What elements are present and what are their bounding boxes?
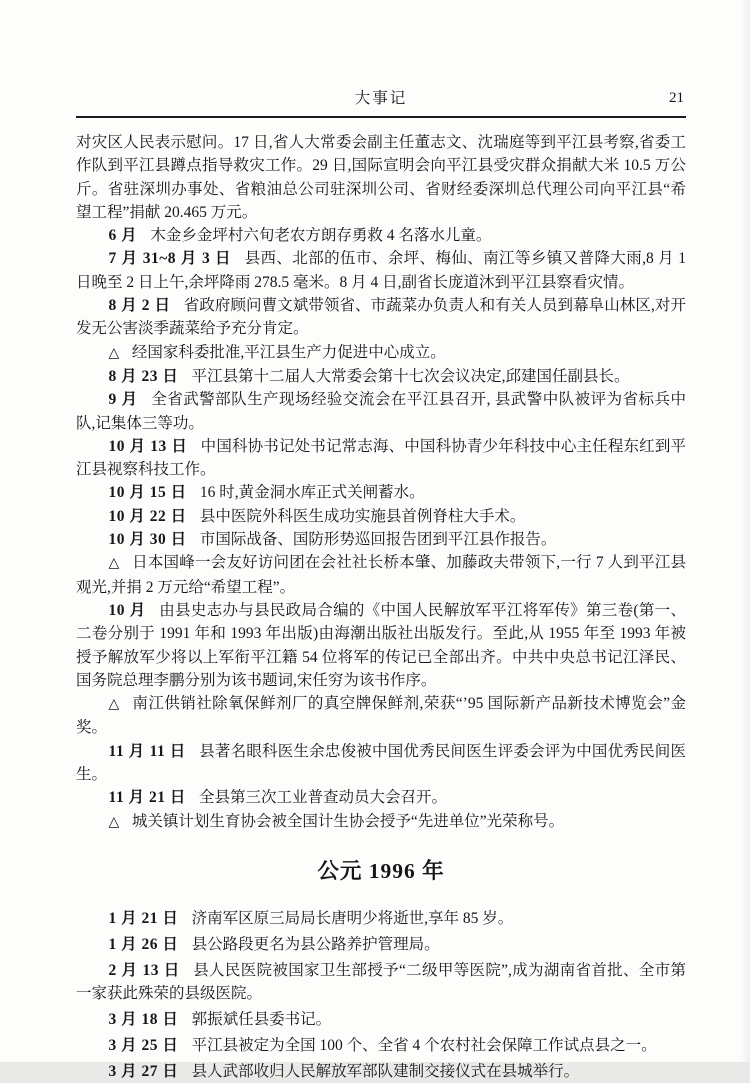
event-entry xyxy=(76,599,686,692)
event-entry xyxy=(76,907,686,930)
entry-date-label: 3 月 18 日 xyxy=(108,1010,179,1028)
event-entry xyxy=(76,786,686,809)
entry-text: 郭振斌任县委书记。 xyxy=(191,1010,332,1028)
entry-text: 中国科协书记处书记常志海、中国科协青少年科技中心主任程东红到平江县视察科技工作。 xyxy=(76,437,686,479)
entry-date-label: 8 月 23 日 xyxy=(108,367,179,385)
event-entry xyxy=(76,1008,686,1031)
entry-date-label: 10 月 13 日 xyxy=(108,437,188,455)
section-1995-events xyxy=(76,131,686,834)
entry-date-label: 2 月 13 日 xyxy=(108,961,181,979)
event-entry xyxy=(76,959,686,1006)
entry-text: 全县第三次工业普查动员大会召开。 xyxy=(199,789,448,807)
year-heading-1996: 公元 1996 年 xyxy=(317,858,445,883)
entry-text: 县中医院外科医生成功实施县首例脊柱大手术。 xyxy=(199,507,526,525)
event-entry xyxy=(76,1060,686,1083)
triangle-bullet-icon: △ xyxy=(108,697,120,713)
entry-date-label: 10 月 15 日 xyxy=(108,484,187,502)
event-entry xyxy=(76,481,686,504)
event-entry xyxy=(76,247,686,294)
event-entry xyxy=(76,224,686,247)
entry-text: 县西、北部的伍市、余坪、梅仙、南江等乡镇又普降大雨,8 月 1 日晚至 2 日上午,余坪降雨 278.5 毫米。8 月 4 日,副省长庞道沐到平江县察看灾情。 xyxy=(76,250,686,291)
entry-date-label: 9 月 xyxy=(108,391,139,409)
page-title: 大事记 xyxy=(354,90,408,107)
triangle-bullet-icon: △ xyxy=(108,814,120,830)
triangle-bullet-icon: △ xyxy=(108,345,120,361)
entry-text: 南江供销社除氧保鲜剂厂的真空牌保鲜剂,荣获“’95 国际新产品新技术博览会”金奖。 xyxy=(76,695,686,737)
entry-text: 济南军区原三局局长唐明少将逝世,享年 85 岁。 xyxy=(191,909,514,927)
note-entry xyxy=(76,692,686,740)
event-entry xyxy=(76,528,686,551)
entry-text: 平江县被定为全国 100 个、全省 4 个农村社会保障工作试点县之一。 xyxy=(191,1036,657,1054)
page-number: 21 xyxy=(669,90,684,106)
note-entry xyxy=(76,810,686,834)
entry-date-label: 10 月 22 日 xyxy=(108,507,187,525)
event-entry xyxy=(76,1034,686,1057)
event-entry xyxy=(76,365,686,388)
entry-date-label: 6 月 xyxy=(108,227,138,245)
entry-date-label: 1 月 21 日 xyxy=(108,909,179,927)
event-entry xyxy=(76,388,686,435)
entry-text: 市国际战备、国防形势巡回报告团到平江县作报告。 xyxy=(199,531,557,549)
entry-date-label: 8 月 2 日 xyxy=(108,297,171,315)
note-entry xyxy=(76,551,686,599)
event-entry xyxy=(76,740,686,787)
continued-paragraph xyxy=(76,131,686,224)
event-entry xyxy=(76,505,686,528)
event-entry xyxy=(76,933,686,956)
event-entry xyxy=(76,435,686,482)
entry-date-label: 10 月 xyxy=(108,601,147,619)
triangle-bullet-icon: △ xyxy=(108,556,120,572)
page-body xyxy=(76,131,686,1083)
entry-text: 由县史志办与县民政局合编的《中国人民解放军平江将军传》第三卷(第一、二卷分别于 1991 年和 1993 年出版)由海潮出版社出版发行。至此,从 1955 年至 1993 年被授予解放军少将以上军衔平江籍 54 位将军的传记已全部出齐。中共中央总书记江泽民、国务院总理李鹏分别为该书题词,宋任穷为该书作序。 xyxy=(76,601,686,689)
entry-text: 县人武部收归人民解放军部队建制交接仪式在县城举行。 xyxy=(191,1062,580,1080)
entry-date-label: 10 月 30 日 xyxy=(108,531,187,549)
entry-text: 县人民医院被国家卫生部授予“二级甲等医院”,成为湖南省首批、全市第一家获此殊荣的县级医院。 xyxy=(76,961,686,1002)
entry-text: 省政府顾问曹文斌带领省、市蔬菜办负责人和有关人员到幕阜山林区,对开发无公害淡季蔬菜给予充分肯定。 xyxy=(76,297,686,338)
entry-date-label: 3 月 25 日 xyxy=(108,1036,179,1054)
event-entry xyxy=(76,294,686,341)
entry-date-label: 11 月 21 日 xyxy=(108,789,186,807)
entry-date-label: 7 月 31~8 月 3 日 xyxy=(108,250,232,268)
entry-text: 县著名眼科医生余忠俊被中国优秀民间医生评委会评为中国优秀民间医生。 xyxy=(76,742,686,784)
entry-text: 全省武警部队生产现场经验交流会在平江县召开, 县武警中队被评为省标兵中队,记集体三等功。 xyxy=(76,391,686,432)
entry-text: 对灾区人民表示慰问。17 日,省人大常委会副主任董志文、沈瑞庭等到平江县考察,省委工作队到平江县蹲点指导救灾工作。29 日,国际宣明会向平江县受灾群众捐献大米 10.5 万公斤。省驻深圳办事处、省粮油总公司驻深圳公司、省财经委深圳总代理公司向平江县“希望工程”捐献 20.465 万元。 xyxy=(76,134,686,221)
entry-text: 经国家科委批准,平江县生产力促进中心成立。 xyxy=(131,343,446,361)
entry-text: 木金乡金坪村六旬老农方朗存勇救 4 名落水儿童。 xyxy=(150,227,492,245)
entry-text: 县公路段更名为县公路养护管理局。 xyxy=(191,935,440,953)
note-entry xyxy=(76,341,686,365)
entry-text: 日本国峰一会友好访问团在会社社长桥本肇、加藤政夫带领下,一行 7 人到平江县观光,并捐 2 万元给“希望工程”。 xyxy=(76,554,686,596)
running-head xyxy=(76,90,686,118)
section-1996-events xyxy=(76,907,686,1083)
entry-text: 16 时,黄金洞水库正式关闸蓄水。 xyxy=(199,484,425,502)
entry-text: 平江县第十二届人大常委会第十七次会议决定,邱建国任副县长。 xyxy=(191,367,630,385)
entry-date-label: 1 月 26 日 xyxy=(108,935,179,953)
entry-text: 城关镇计划生育协会被全国计生协会授予“先进单位”光荣称号。 xyxy=(131,812,565,830)
entry-date-label: 3 月 27 日 xyxy=(108,1062,179,1080)
entry-date-label: 11 月 11 日 xyxy=(108,742,187,760)
